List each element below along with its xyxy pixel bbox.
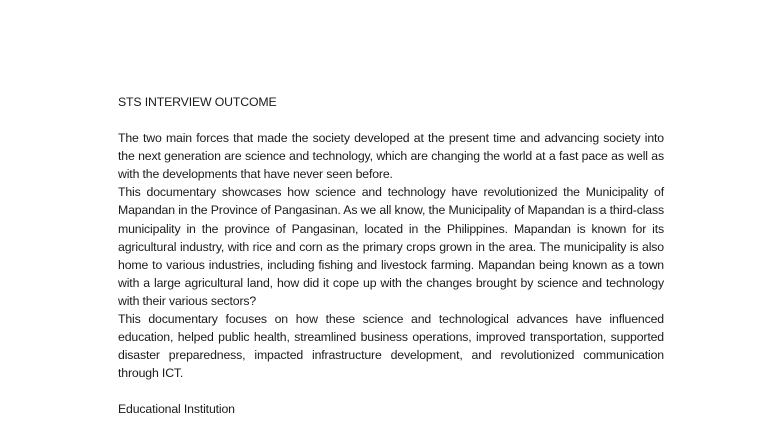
section-heading-educational-institution: Educational Institution xyxy=(118,402,235,417)
paragraph-documentary-overview: This documentary showcases how science and technology have revolutionized the Municipality of Mapandan in the Province of Pangasinan. As we all know, the Municipality of Mapandan is a third-class municipality in the province of Pangasinan, located in the Philippines. Mapandan is known for its agricultural industry, with rice and corn as the primary crops grown in the area. The municipality is also home to various industries, including fishing and livestock farming. Mapandan being known as a town with a large agricultural land, how did it cope up with the changes brought by science and technology with their various sectors? xyxy=(118,185,664,308)
document-title: STS INTERVIEW OUTCOME xyxy=(118,95,277,109)
paragraph-documentary-focus: This documentary focuses on how these science and technological advances have influenced education, helped public health, streamlined business operations, improved transportation, supported disaster preparedness, impacted infrastructure development, and revolutionized communication through ICT. xyxy=(118,312,664,381)
paragraph-intro: The two main forces that made the society developed at the present time and advancing society into the next generation are science and technology, which are changing the world at a fast pace as well as with the developments that have never seen before. xyxy=(118,131,664,182)
document-body xyxy=(118,93,664,419)
